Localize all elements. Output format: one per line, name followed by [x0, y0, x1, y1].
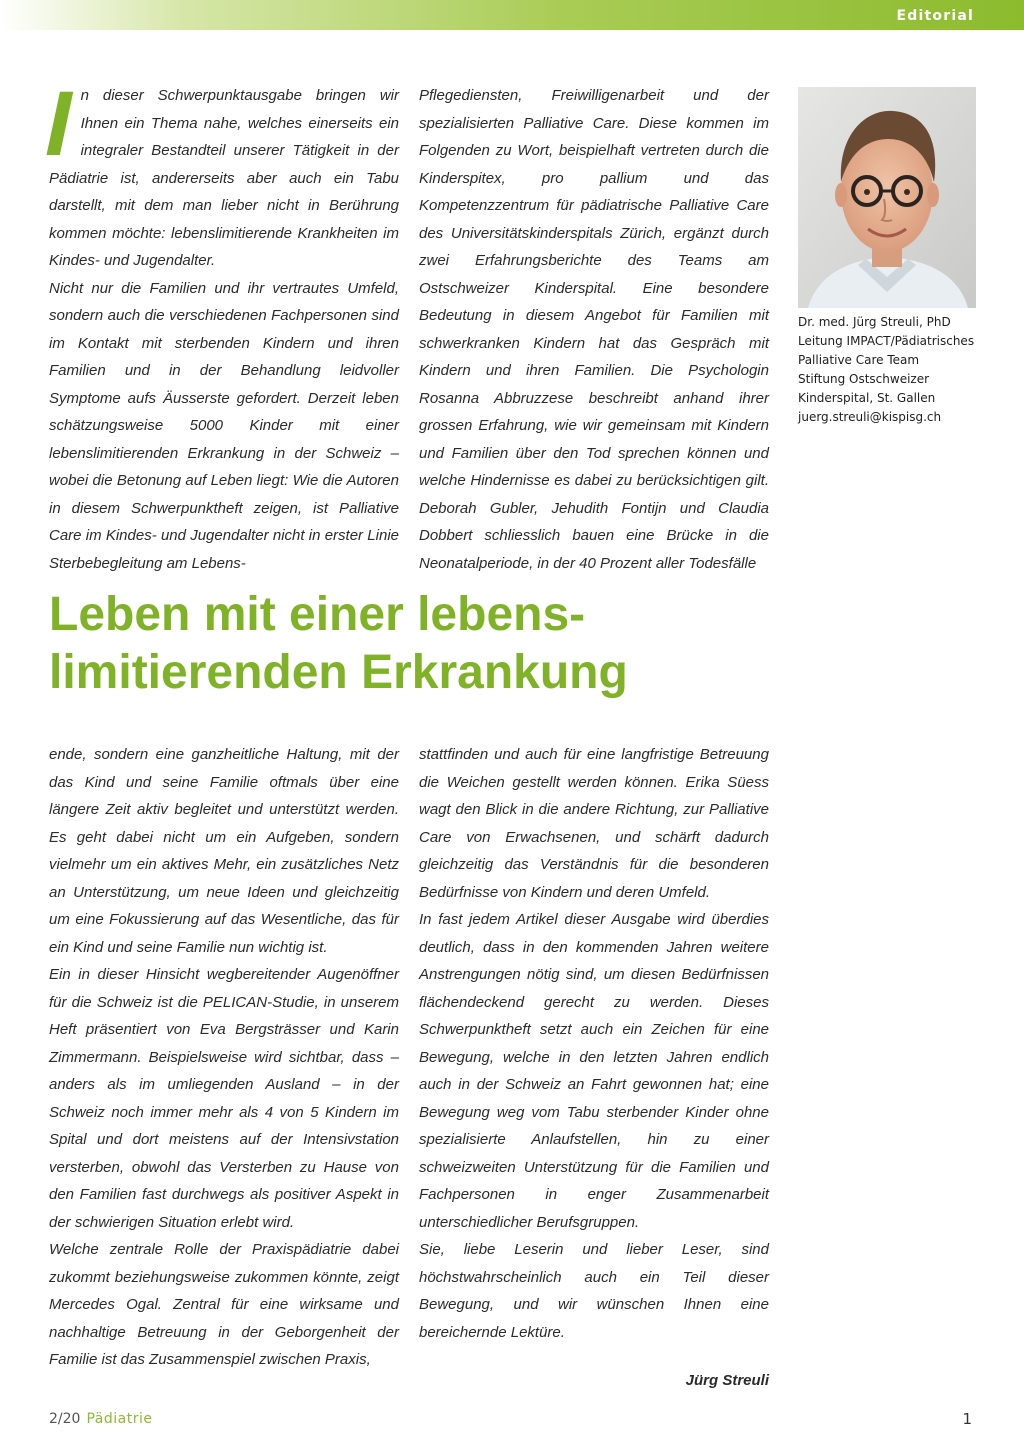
intro-paragraph-3: Pflegediensten, Freiwilligenarbeit und der spezialisierten Palliative Care. Diese kommen im Folgenden zu Wort, beispielhaft vertreten durch die Kinderspitex, pro pallium und das Kompetenzzentrum für pädiatrische Palliative Care des Universitätskinderspitals Zürich, ergänzt durch zwei Erfahrungsberichte des Teams am Ostschweizer Kinderspital. Eine besondere Bedeutung in diesem Angebot für Familien mit schwerkranken Kindern hat das Gespräch mit Kindern und ihren Familien. Die Psychologin Rosanna Abbruzzese beschreibt anhand ihrer grossen Erfahrung, wie wir gemeinsam mit Kindern und Familien über den Tod sprechen können und welche Hindernisse es dabei zu berücksichtigen gilt. Deborah Gubler, Jehudith Fontijn und Claudia Dobbert schliesslich bauen eine Brücke in die Neonatalperiode, in der 40 Prozent aller Todesfälle: [419, 87, 769, 572]
issue-number: 2/20: [49, 1411, 81, 1427]
footer-issue: [49, 1411, 152, 1427]
author-role: Leitung IMPACT/Pädiatrisches: [798, 334, 975, 348]
intro-column-1: [36, 73, 399, 572]
body-paragraph-5: In fast jedem Artikel dieser Ausgabe wird überdies deutlich, dass in den kommenden Jahren weitere Anstrengungen nötig sind, um diesen Bedürfnissen flächendeckend gerecht zu werden. Dieses Schwerpunktheft setzt auch ein Zeichen für eine Bewegung, welche in den letzten Jahren endlich auch in der Schweiz an Fahrt gewonnen hat; eine Bewegung weg vom Tabu sterbender Kinder ohne spezialisierte Anlaufstellen, hin zu einer schweizweiten Unterstützung für die Familien und Fachpersonen in enger Zusammenarbeit unterschiedlicher Berufsgruppen.: [419, 911, 769, 1231]
section-label: Editorial: [896, 8, 974, 24]
author-institution: Stiftung Ostschweizer: [798, 372, 930, 386]
header-bar: [0, 0, 1024, 30]
body-paragraph-3: Welche zentrale Rolle der Praxispädiatrie dabei zukommt beziehungsweise zukommen könnte, zeigt Mercedes Ogal. Zentral für eine wirksame und nachhaltige Betreuung in der Geborgenheit der Familie ist das Zusammenspiel zwischen Praxis,: [49, 1241, 399, 1368]
body-paragraph-1: ende, sondern eine ganzheitliche Haltung, mit der das Kind und seine Familie oftmals über eine längere Zeit aktiv begleitet und unterstützt werden. Es geht dabei nicht um ein Aufgeben, sondern vielmehr um ein aktives Mehr, ein zusätzliches Netz an Unterstützung, um neue Ideen und gleichzeitig um eine Fokussierung auf das Wesentliche, das für ein Kind und seine Familie nun wichtig ist.: [49, 746, 399, 956]
body-paragraph-6: Sie, liebe Leserin und lieber Leser, sind höchstwahrscheinlich auch ein Teil dieser Bewegung, und wir wünschen Ihnen eine bereichernde Lektüre.: [419, 1241, 769, 1341]
author-team: Palliative Care Team: [798, 353, 920, 367]
intro-text-1: n dieser Schwerpunktausgabe bringen wir Ihnen ein Thema nahe, welches einerseits ein integraler Bestandteil unserer Tätigkeit in der Pädiatrie ist, andererseits aber auch ein Tabu darstellt, mit dem man lieber nicht in Berührung kommen möchte: lebenslimitierende Krankheiten im Kindes- und Jugendalter.: [49, 87, 399, 269]
intro-paragraph-1: [36, 73, 399, 275]
magazine-name: Pädiatrie: [86, 1411, 153, 1427]
intro-paragraph-2: Nicht nur die Familien und ihr vertrautes Umfeld, sondern auch die verschiedenen Fachpersonen sind im Kontakt mit sterbenden Kindern und ihren Familien und in der Behandlung leidvoller Symptome aufs Äusserste gefordert. Derzeit leben schätzungsweise 5000 Kinder mit einer lebenslimitierenden Erkrankung in der Schweiz – wobei die Betonung auf Leben liegt: Wie die Autoren in diesem Schwerpunktheft zeigen, ist Palliative Care im Kindes- und Jugendalter nicht in erster Linie Sterbebegleitung am Lebens-: [49, 279, 399, 572]
author-name: Dr. med. Jürg Streuli, PhD: [798, 315, 951, 329]
author-photo: [798, 87, 976, 308]
body-paragraph-2: Ein in dieser Hinsicht wegbereitender Augenöffner für die Schweiz ist die PELICAN-Studie, in unserem Heft präsentiert von Eva Bergsträsser und Karin Zimmermann. Beispielsweise wird sichtbar, dass – anders als im umliegenden Ausland – in der Schweiz noch immer mehr als 4 von 5 Kindern im Spital und dort meistens auf der Intensivstation versterben, obwohl das Versterben zu Hause von den Familien fast durchwegs als positiver Aspekt in der schwierigen Situation erlebt wird.: [49, 966, 399, 1231]
drop-cap: I: [36, 73, 84, 175]
author-portrait-image: [798, 87, 976, 308]
intro-column-2: [419, 82, 769, 572]
body-column-1: [49, 741, 399, 1381]
body-column-2: [419, 741, 769, 1389]
headline-line-2: limitierenden Erkrankung: [49, 646, 628, 699]
signature: Jürg Streuli: [685, 1372, 769, 1389]
author-caption: [798, 313, 998, 427]
headline-line-1: Leben mit einer lebens-: [49, 588, 586, 641]
page-number: 1: [962, 1410, 972, 1428]
body-paragraph-4: stattfinden und auch für eine langfristige Betreuung die Weichen gestellt werden können. Erika Süess wagt den Blick in die andere Richtung, zur Palliative Care von Erwachsenen, und schärft dadurch gleichzeitig das Verständnis für die besonderen Bedürfnisse von Kindern und deren Umfeld.: [419, 746, 769, 901]
author-location: Kinderspital, St. Gallen: [798, 391, 936, 405]
author-email[interactable]: juerg.streuli@kispisg.ch: [798, 410, 942, 424]
article-headline: [49, 586, 969, 702]
